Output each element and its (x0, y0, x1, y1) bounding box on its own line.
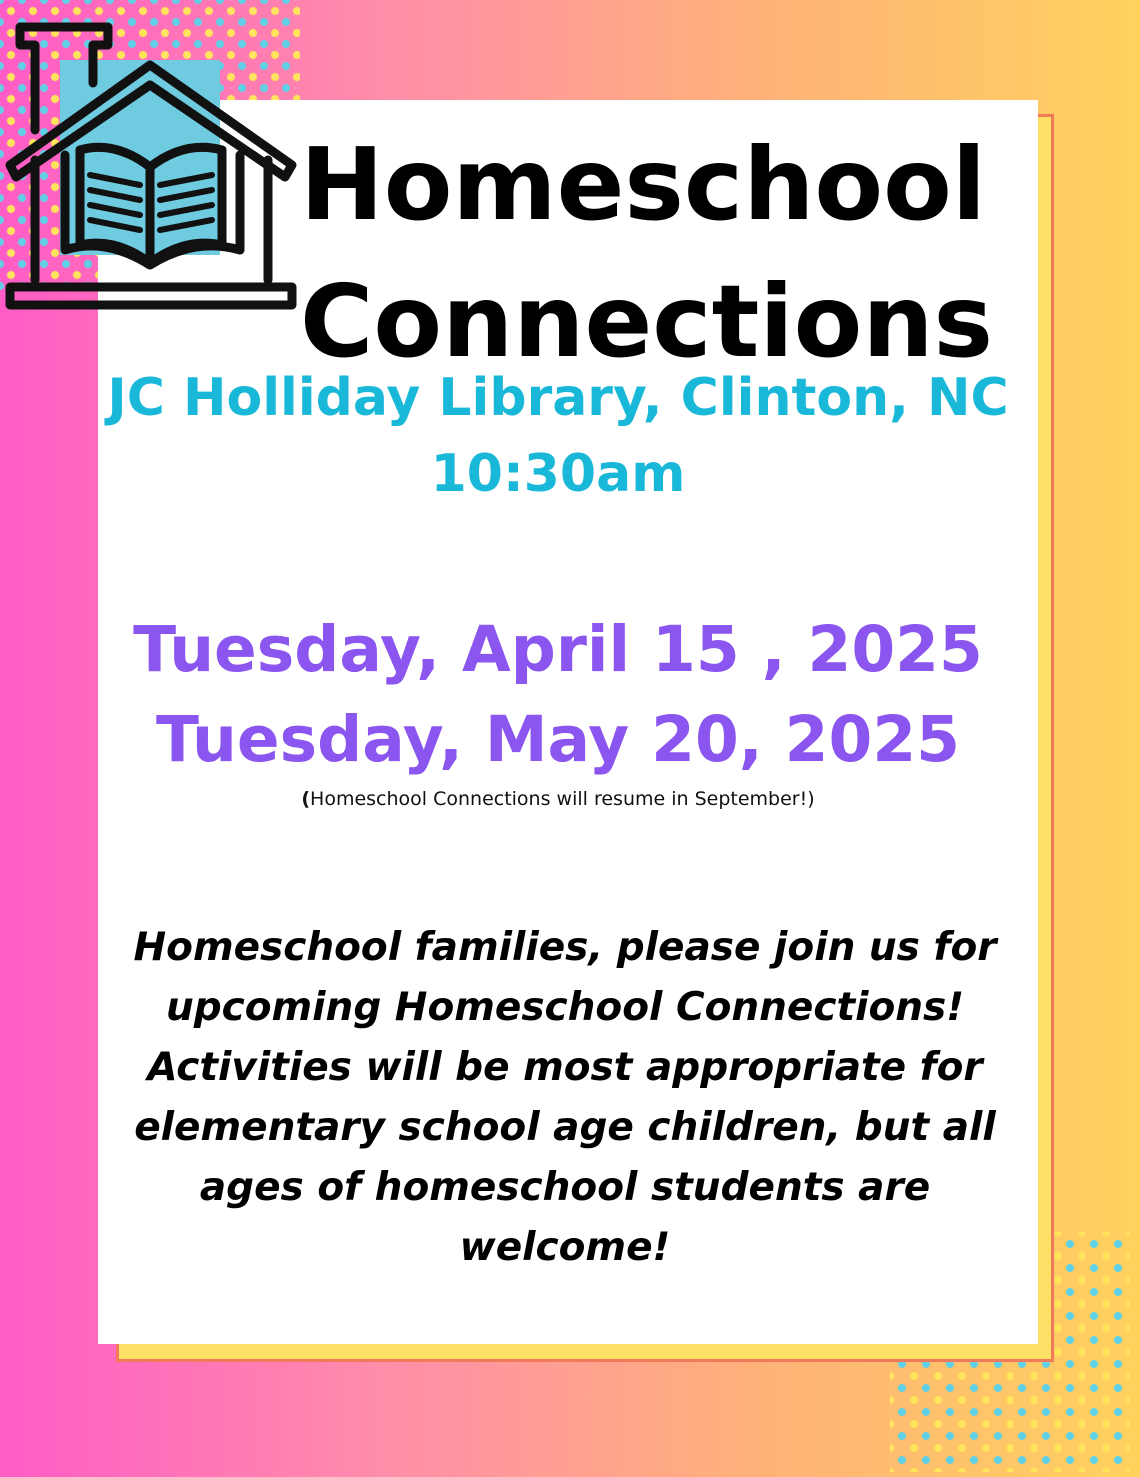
date-1: Tuesday, April 15 , 2025 (133, 613, 983, 686)
time-text: 10:30am (430, 444, 686, 504)
description-line-5: ages of homeschool students are (199, 1165, 931, 1210)
date-2: Tuesday, May 20, 2025 (156, 703, 960, 776)
location-text: JC Holliday Library, Clinton, NC (107, 368, 1009, 428)
title-line-2: Connections (300, 263, 994, 380)
title-line-1: Homeschool (300, 126, 987, 243)
note-paren: ( (301, 788, 311, 810)
description-line-3: Activities will be most appropriate for (147, 1045, 983, 1090)
resume-note (98, 788, 1018, 810)
description (130, 918, 1000, 1278)
description-line-1: Homeschool families, please join us for (133, 925, 997, 970)
description-line-4: elementary school age children, but all (134, 1105, 996, 1150)
description-line-6: welcome! (459, 1225, 671, 1270)
description-line-2: upcoming Homeschool Connections! (165, 985, 965, 1030)
schoolhouse-book-icon (0, 15, 305, 315)
note-text: Homeschool Connections will resume in September!) (310, 788, 815, 810)
